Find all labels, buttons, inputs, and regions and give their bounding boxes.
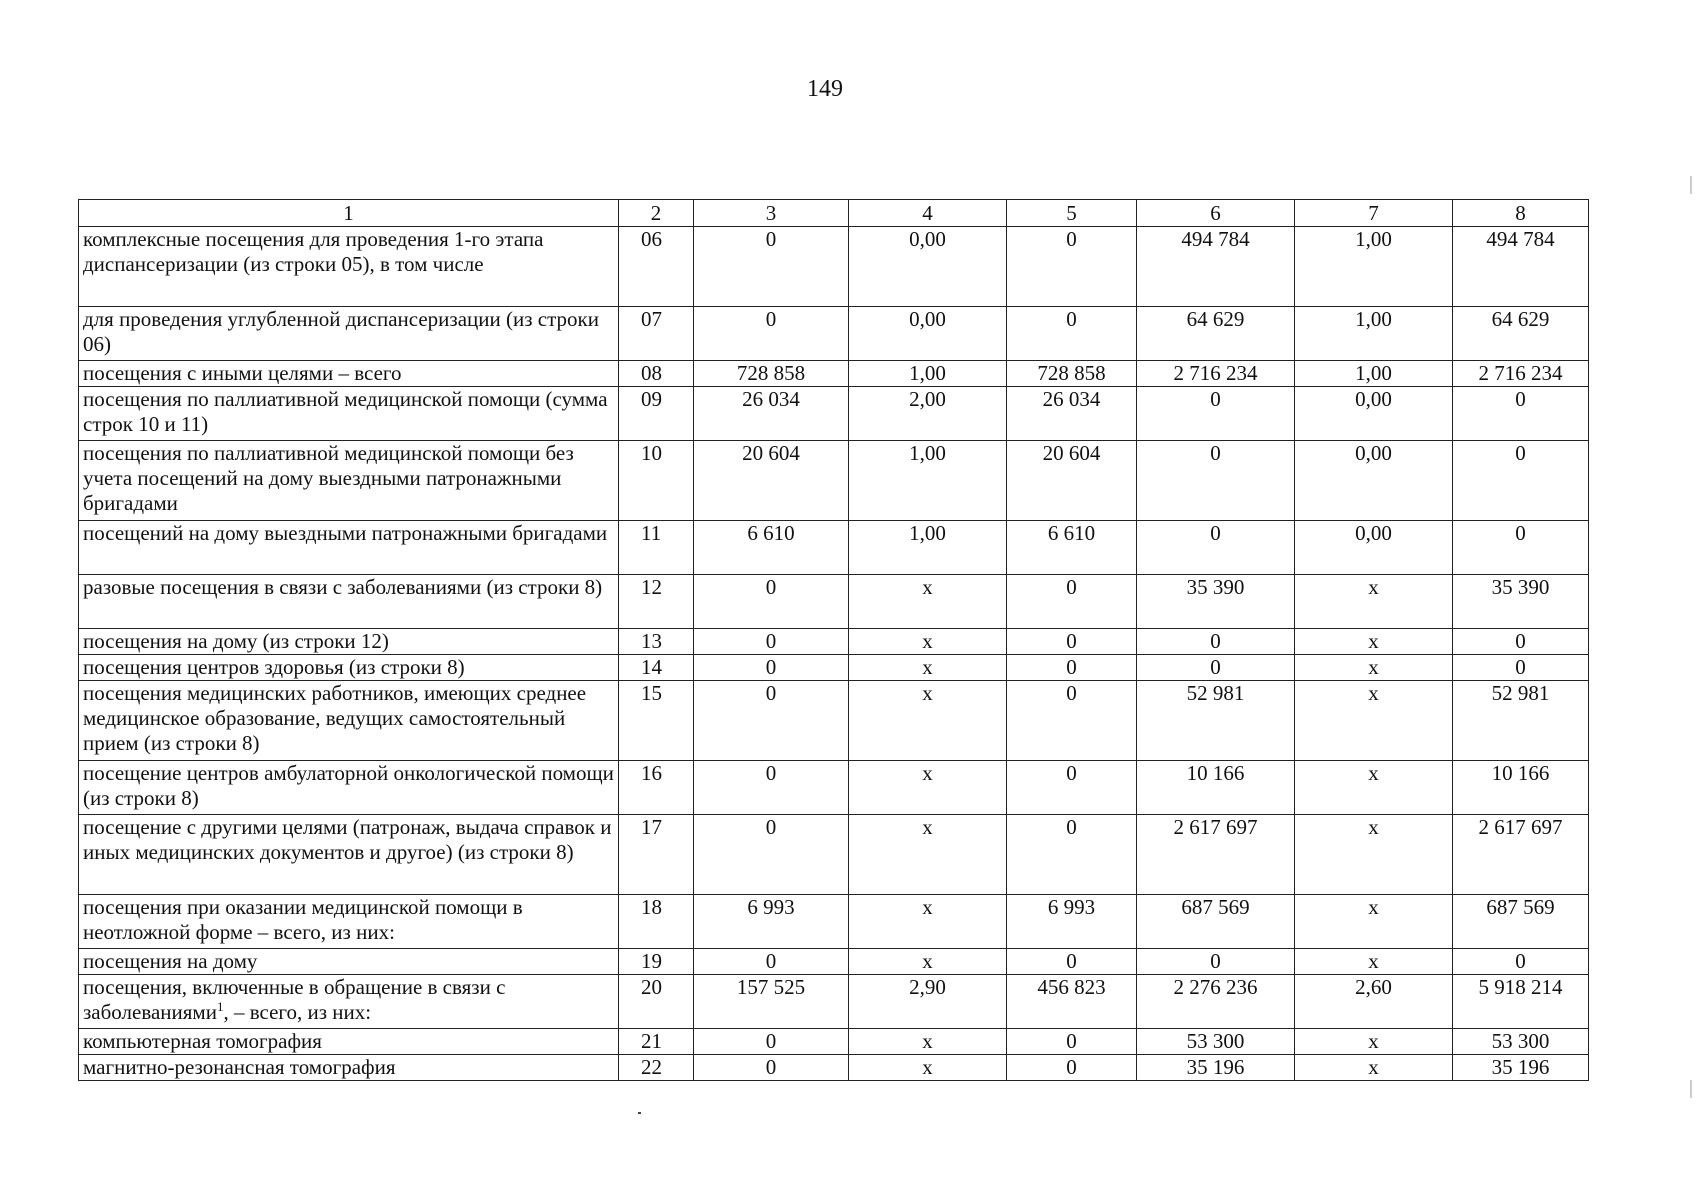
value-cell-col-3: 157 525 <box>694 975 849 1029</box>
value-cell-col-7: х <box>1295 1055 1453 1081</box>
value-cell-col-8: 0 <box>1453 655 1589 681</box>
value-cell-col-4: 2,90 <box>849 975 1007 1029</box>
table-row <box>79 895 1589 949</box>
row-name-cell <box>79 895 619 949</box>
value-cell-col-3: 0 <box>694 681 849 761</box>
table-row <box>79 307 1589 361</box>
value-cell-col-8: 687 569 <box>1453 895 1589 949</box>
row-name-cell <box>79 387 619 441</box>
value-cell-col-3: 0 <box>694 815 849 895</box>
value-cell-col-6: 35 196 <box>1137 1055 1295 1081</box>
value-cell-col-7: х <box>1295 815 1453 895</box>
value-cell-col-7: 1,00 <box>1295 227 1453 307</box>
row-name: посещения центров здоровья (из строки 8) <box>83 655 465 679</box>
row-name-cell <box>79 815 619 895</box>
value-cell-col-4: х <box>849 681 1007 761</box>
value-cell-col-6: 52 981 <box>1137 681 1295 761</box>
row-name: посещения на дому (из строки 12) <box>83 629 389 653</box>
table-row <box>79 361 1589 387</box>
value-cell-col-4: 0,00 <box>849 227 1007 307</box>
value-cell-col-5: 20 604 <box>1007 441 1137 521</box>
value-cell-col-5: 0 <box>1007 681 1137 761</box>
value-cell-col-4: 2,00 <box>849 387 1007 441</box>
row-name-cell <box>79 361 619 387</box>
value-cell-col-4: 1,00 <box>849 521 1007 575</box>
value-cell-col-5: 0 <box>1007 949 1137 975</box>
value-cell-col-3: 0 <box>694 575 849 629</box>
value-cell-col-8: 0 <box>1453 629 1589 655</box>
row-code-cell: 16 <box>619 761 694 815</box>
value-cell-col-5: 728 858 <box>1007 361 1137 387</box>
value-cell-col-8: 52 981 <box>1453 681 1589 761</box>
row-name-cell <box>79 681 619 761</box>
table-row <box>79 761 1589 815</box>
value-cell-col-4: 1,00 <box>849 441 1007 521</box>
row-name-cell <box>79 761 619 815</box>
scan-edge-mark <box>1690 176 1692 194</box>
row-code-cell: 20 <box>619 975 694 1029</box>
row-name-cell <box>79 307 619 361</box>
value-cell-col-3: 728 858 <box>694 361 849 387</box>
value-cell-col-5: 6 610 <box>1007 521 1137 575</box>
row-code-cell: 21 <box>619 1029 694 1055</box>
row-name: магнитно-резонансная томография <box>83 1055 396 1079</box>
value-cell-col-5: 0 <box>1007 815 1137 895</box>
table-row <box>79 629 1589 655</box>
value-cell-col-7: 1,00 <box>1295 361 1453 387</box>
value-cell-col-3: 0 <box>694 1055 849 1081</box>
value-cell-col-7: 0,00 <box>1295 441 1453 521</box>
value-cell-col-8: 35 196 <box>1453 1055 1589 1081</box>
table-row <box>79 1055 1589 1081</box>
value-cell-col-6: 53 300 <box>1137 1029 1295 1055</box>
row-code-cell: 10 <box>619 441 694 521</box>
table-row <box>79 387 1589 441</box>
row-name-cell <box>79 1029 619 1055</box>
row-name: посещение с другими целями (патронаж, выдача справок и иных медицинских документов и другое) (из строки 8) <box>83 815 612 864</box>
row-name-cell <box>79 975 619 1029</box>
statistics-table <box>78 199 1589 1081</box>
row-code-cell: 22 <box>619 1055 694 1081</box>
value-cell-col-4: х <box>849 895 1007 949</box>
value-cell-col-3: 0 <box>694 761 849 815</box>
value-cell-col-4: х <box>849 815 1007 895</box>
value-cell-col-7: х <box>1295 655 1453 681</box>
column-header-1: 1 <box>79 200 619 227</box>
row-name-cell <box>79 1055 619 1081</box>
value-cell-col-6: 687 569 <box>1137 895 1295 949</box>
value-cell-col-3: 20 604 <box>694 441 849 521</box>
row-code-cell: 11 <box>619 521 694 575</box>
column-header-7: 7 <box>1295 200 1453 227</box>
value-cell-col-8: 53 300 <box>1453 1029 1589 1055</box>
row-name-cell <box>79 655 619 681</box>
value-cell-col-6: 2 617 697 <box>1137 815 1295 895</box>
value-cell-col-8: 0 <box>1453 949 1589 975</box>
row-code-cell: 08 <box>619 361 694 387</box>
row-name: посещение центров амбулаторной онкологической помощи (из строки 8) <box>83 761 614 810</box>
table-row <box>79 441 1589 521</box>
value-cell-col-8: 0 <box>1453 387 1589 441</box>
row-code-cell: 09 <box>619 387 694 441</box>
value-cell-col-4: 1,00 <box>849 361 1007 387</box>
row-name: посещения по паллиативной медицинской помощи без учета посещений на дому выездными патронажными бригадами <box>83 441 574 515</box>
value-cell-col-7: 2,60 <box>1295 975 1453 1029</box>
row-name: комплексные посещения для проведения 1-го этапа диспансеризации (из строки 05), в том числе <box>83 227 544 276</box>
value-cell-col-3: 0 <box>694 227 849 307</box>
value-cell-col-8: 2 617 697 <box>1453 815 1589 895</box>
column-header-6: 6 <box>1137 200 1295 227</box>
table-row <box>79 815 1589 895</box>
value-cell-col-8: 0 <box>1453 521 1589 575</box>
value-cell-col-3: 0 <box>694 307 849 361</box>
row-name: посещения при оказании медицинской помощи в неотложной форме – всего, из них: <box>83 895 523 944</box>
value-cell-col-5: 0 <box>1007 1055 1137 1081</box>
value-cell-col-8: 35 390 <box>1453 575 1589 629</box>
value-cell-col-4: х <box>849 1029 1007 1055</box>
value-cell-col-7: х <box>1295 895 1453 949</box>
row-code-cell: 13 <box>619 629 694 655</box>
value-cell-col-5: 0 <box>1007 629 1137 655</box>
value-cell-col-7: 1,00 <box>1295 307 1453 361</box>
column-header-2: 2 <box>619 200 694 227</box>
row-code-cell: 12 <box>619 575 694 629</box>
value-cell-col-6: 2 276 236 <box>1137 975 1295 1029</box>
table-row <box>79 575 1589 629</box>
value-cell-col-7: х <box>1295 761 1453 815</box>
row-code-cell: 17 <box>619 815 694 895</box>
row-name: для проведения углубленной диспансеризации (из строки 06) <box>83 307 599 356</box>
table-row <box>79 655 1589 681</box>
row-code-cell: 18 <box>619 895 694 949</box>
value-cell-col-6: 35 390 <box>1137 575 1295 629</box>
value-cell-col-3: 26 034 <box>694 387 849 441</box>
row-name-cell <box>79 441 619 521</box>
value-cell-col-6: 0 <box>1137 629 1295 655</box>
table-row <box>79 1029 1589 1055</box>
value-cell-col-3: 6 993 <box>694 895 849 949</box>
value-cell-col-7: х <box>1295 575 1453 629</box>
table-row <box>79 975 1589 1029</box>
value-cell-col-6: 0 <box>1137 387 1295 441</box>
value-cell-col-4: х <box>849 761 1007 815</box>
value-cell-col-5: 26 034 <box>1007 387 1137 441</box>
value-cell-col-7: х <box>1295 681 1453 761</box>
value-cell-col-4: 0,00 <box>849 307 1007 361</box>
value-cell-col-7: х <box>1295 1029 1453 1055</box>
value-cell-col-3: 6 610 <box>694 521 849 575</box>
value-cell-col-6: 0 <box>1137 521 1295 575</box>
value-cell-col-4: х <box>849 629 1007 655</box>
row-code-cell: 14 <box>619 655 694 681</box>
row-name: посещения медицинских работников, имеющих среднее медицинское образование, ведущих самостоятельный прием (из строки 8) <box>83 681 587 755</box>
value-cell-col-3: 0 <box>694 655 849 681</box>
value-cell-col-4: х <box>849 575 1007 629</box>
value-cell-col-3: 0 <box>694 629 849 655</box>
column-header-5: 5 <box>1007 200 1137 227</box>
row-name-cell <box>79 575 619 629</box>
value-cell-col-8: 494 784 <box>1453 227 1589 307</box>
row-code-cell: 19 <box>619 949 694 975</box>
value-cell-col-7: х <box>1295 949 1453 975</box>
value-cell-col-6: 0 <box>1137 949 1295 975</box>
value-cell-col-4: х <box>849 949 1007 975</box>
value-cell-col-6: 0 <box>1137 441 1295 521</box>
value-cell-col-6: 494 784 <box>1137 227 1295 307</box>
table-row <box>79 227 1589 307</box>
row-name: посещения на дому <box>83 949 258 973</box>
value-cell-col-5: 6 993 <box>1007 895 1137 949</box>
row-name-cell <box>79 629 619 655</box>
value-cell-col-5: 0 <box>1007 1029 1137 1055</box>
row-code-cell: 07 <box>619 307 694 361</box>
value-cell-col-6: 64 629 <box>1137 307 1295 361</box>
table-row <box>79 949 1589 975</box>
value-cell-col-5: 0 <box>1007 575 1137 629</box>
row-name-cell <box>79 227 619 307</box>
row-name-tail: , – всего, из них: <box>223 1000 372 1024</box>
row-name: посещения с иными целями – всего <box>83 361 402 385</box>
value-cell-col-6: 10 166 <box>1137 761 1295 815</box>
value-cell-col-8: 2 716 234 <box>1453 361 1589 387</box>
row-name: компьютерная томография <box>83 1029 322 1053</box>
scan-artifact-dot <box>638 1112 641 1114</box>
row-name-cell <box>79 521 619 575</box>
value-cell-col-8: 64 629 <box>1453 307 1589 361</box>
column-header-8: 8 <box>1453 200 1589 227</box>
value-cell-col-5: 0 <box>1007 655 1137 681</box>
value-cell-col-5: 0 <box>1007 761 1137 815</box>
value-cell-col-7: 0,00 <box>1295 521 1453 575</box>
value-cell-col-7: 0,00 <box>1295 387 1453 441</box>
column-number-header-row <box>79 200 1589 227</box>
value-cell-col-6: 0 <box>1137 655 1295 681</box>
page-number: 149 <box>807 76 843 102</box>
value-cell-col-8: 5 918 214 <box>1453 975 1589 1029</box>
value-cell-col-5: 0 <box>1007 227 1137 307</box>
table-row <box>79 521 1589 575</box>
footnote-marker: 1 <box>216 999 224 1014</box>
table-row <box>79 681 1589 761</box>
row-name: посещения, включенные в обращение в связи с заболеваниями <box>83 975 506 1024</box>
value-cell-col-5: 0 <box>1007 307 1137 361</box>
row-code-cell: 06 <box>619 227 694 307</box>
value-cell-col-3: 0 <box>694 949 849 975</box>
value-cell-col-5: 456 823 <box>1007 975 1137 1029</box>
value-cell-col-8: 0 <box>1453 441 1589 521</box>
table-body <box>79 227 1589 1081</box>
value-cell-col-8: 10 166 <box>1453 761 1589 815</box>
value-cell-col-3: 0 <box>694 1029 849 1055</box>
value-cell-col-4: х <box>849 1055 1007 1081</box>
scan-edge-mark <box>1690 1080 1692 1098</box>
value-cell-col-6: 2 716 234 <box>1137 361 1295 387</box>
row-name: посещения по паллиативной медицинской помощи (сумма строк 10 и 11) <box>83 387 608 436</box>
value-cell-col-7: х <box>1295 629 1453 655</box>
row-name: посещений на дому выездными патронажными бригадами <box>83 521 608 545</box>
row-name-cell <box>79 949 619 975</box>
value-cell-col-4: х <box>849 655 1007 681</box>
row-name: разовые посещения в связи с заболеваниями (из строки 8) <box>83 575 603 599</box>
column-header-4: 4 <box>849 200 1007 227</box>
row-code-cell: 15 <box>619 681 694 761</box>
column-header-3: 3 <box>694 200 849 227</box>
